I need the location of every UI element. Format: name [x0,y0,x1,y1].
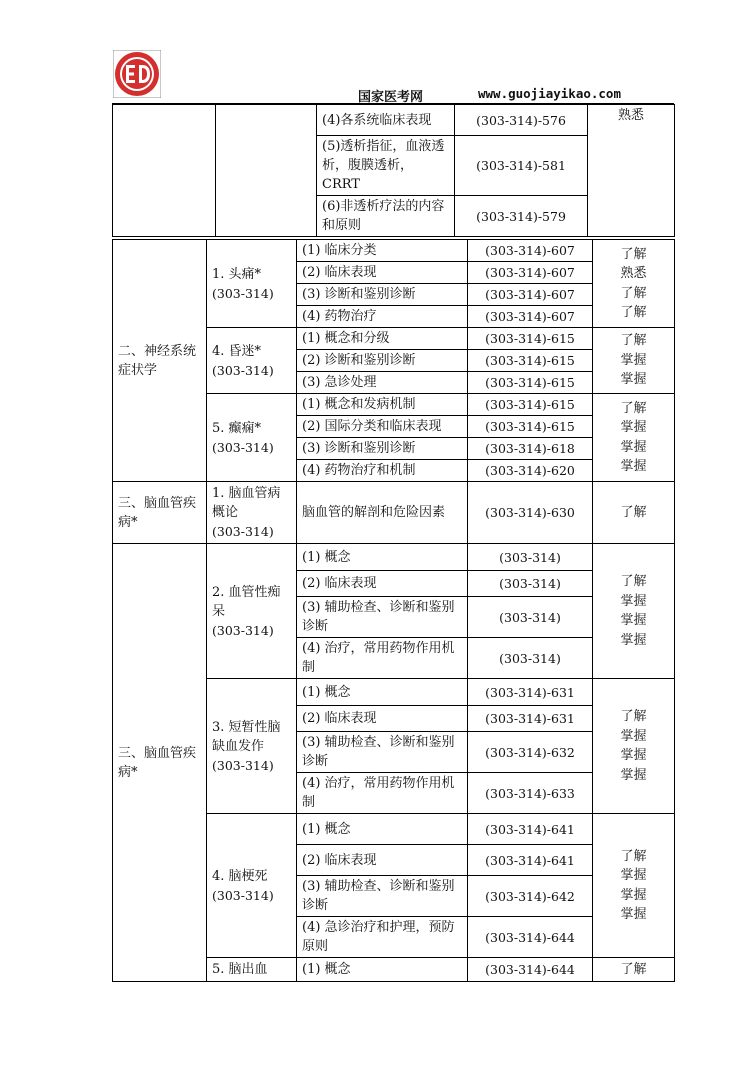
exam-logo-icon [113,50,161,98]
ref-cell: (303-314)-615 [468,328,593,350]
level-cell: 了解 掌握 掌握 掌握 [593,814,675,958]
ref-cell: (303-314)-644 [468,917,593,958]
ref-cell: (303-314)-641 [468,814,593,845]
topic-cell: (4) 治疗，常用药物作用机制 [297,773,468,814]
unit-cell: 2. 血管性痴呆 (303-314) [207,544,297,679]
syllabus-table-continued [112,104,675,237]
ref-cell: (303-314)-618 [468,438,593,460]
level-cell: 了解 掌握 掌握 掌握 [593,544,675,679]
unit-cell: 4. 脑梗死 (303-314) [207,814,297,958]
ref-cell: (303-314)-579 [455,196,588,237]
ref-cell: (303-314)-633 [468,773,593,814]
ref-cell: (303-314)-641 [468,845,593,876]
ref-cell: (303-314) [468,638,593,679]
unit-cell: 3. 短暂性脑缺血发作 (303-314) [207,679,297,814]
topic-cell: (1) 概念 [297,958,468,982]
topic-cell: (1) 概念 [297,544,468,571]
topic-cell: (2) 国际分类和临床表现 [297,416,468,438]
topic-cell: (6)非透析疗法的内容和原则 [317,196,455,237]
topic-cell: (4) 药物治疗 [297,306,468,328]
unit-cell: 5. 癫痫* (303-314) [207,394,297,482]
ref-cell: (303-314) [468,544,593,571]
ref-cell: (303-314)-631 [468,706,593,732]
topic-cell: (3) 辅助检查、诊断和鉴别诊断 [297,732,468,773]
ref-cell: (303-314)-607 [468,262,593,284]
ref-cell: (303-314)-607 [468,284,593,306]
ref-cell: (303-314) [468,597,593,638]
ref-cell: (303-314)-607 [468,240,593,262]
ref-cell: (303-314)-642 [468,876,593,917]
ref-cell: (303-314)-607 [468,306,593,328]
topic-cell: (2) 临床表现 [297,845,468,876]
ref-cell: (303-314)-644 [468,958,593,982]
level-cell: 了解 [593,958,675,982]
topic-cell: (3) 辅助检查、诊断和鉴别诊断 [297,597,468,638]
topic-cell: (2) 临床表现 [297,571,468,597]
ref-cell: (303-314)-615 [468,394,593,416]
syllabus-table [112,239,675,982]
unit-cell: 4. 昏迷* (303-314) [207,328,297,394]
ref-cell: (303-314)-631 [468,679,593,706]
topic-cell: (2) 临床表现 [297,706,468,732]
site-url[interactable]: www.guojiayikao.com [478,86,621,101]
section-cell: 二、神经系统症状学 [113,240,207,482]
topic-cell: (1) 概念和分级 [297,328,468,350]
ref-cell: (303-314)-615 [468,416,593,438]
topic-cell: (4) 药物治疗和机制 [297,460,468,482]
ref-cell: (303-314)-630 [468,482,593,544]
unit-cell [216,105,317,237]
topic-cell: (3) 诊断和鉴别诊断 [297,438,468,460]
topic-cell: (1) 概念 [297,814,468,845]
topic-cell: (1) 概念 [297,679,468,706]
ref-cell: (303-314) [468,571,593,597]
topic-cell: (3) 诊断和鉴别诊断 [297,284,468,306]
section-cell: 三、脑血管疾病* [113,482,207,544]
level-cell: 了解 掌握 掌握 掌握 [593,679,675,814]
level-cell: 熟悉 [588,105,675,237]
topic-cell: (3) 辅助检查、诊断和鉴别诊断 [297,876,468,917]
topic-cell: (2) 临床表现 [297,262,468,284]
topic-cell: 脑血管的解剖和危险因素 [297,482,468,544]
topic-cell: (2) 诊断和鉴别诊断 [297,350,468,372]
topic-cell: (1) 概念和发病机制 [297,394,468,416]
topic-cell: (5)透析指征，血液透析，腹膜透析，CRRT [317,136,455,196]
unit-cell: 5. 脑出血 [207,958,297,982]
topic-cell: (4)各系统临床表现 [317,105,455,136]
ref-cell: (303-314)-620 [468,460,593,482]
level-cell: 了解 掌握 掌握 掌握 [593,394,675,482]
topic-cell: (4) 急诊治疗和护理，预防原则 [297,917,468,958]
topic-cell: (4) 治疗，常用药物作用机制 [297,638,468,679]
ref-cell: (303-314)-615 [468,372,593,394]
topic-cell: (3) 急诊处理 [297,372,468,394]
ref-cell: (303-314)-632 [468,732,593,773]
ref-cell: (303-314)-581 [455,136,588,196]
ref-cell: (303-314)-615 [468,350,593,372]
unit-cell: 1. 头痛* (303-314) [207,240,297,328]
level-cell: 了解 [593,482,675,544]
level-cell: 了解 掌握 掌握 [593,328,675,394]
ref-cell: (303-314)-576 [455,105,588,136]
site-name: 国家医考网 [358,90,424,105]
section-cell: 三、脑血管疾病* [113,544,207,982]
topic-cell: (1) 临床分类 [297,240,468,262]
section-cell [113,105,216,237]
unit-cell: 1. 脑血管病概论 (303-314) [207,482,297,544]
level-cell: 了解 熟悉 了解 了解 [593,240,675,328]
